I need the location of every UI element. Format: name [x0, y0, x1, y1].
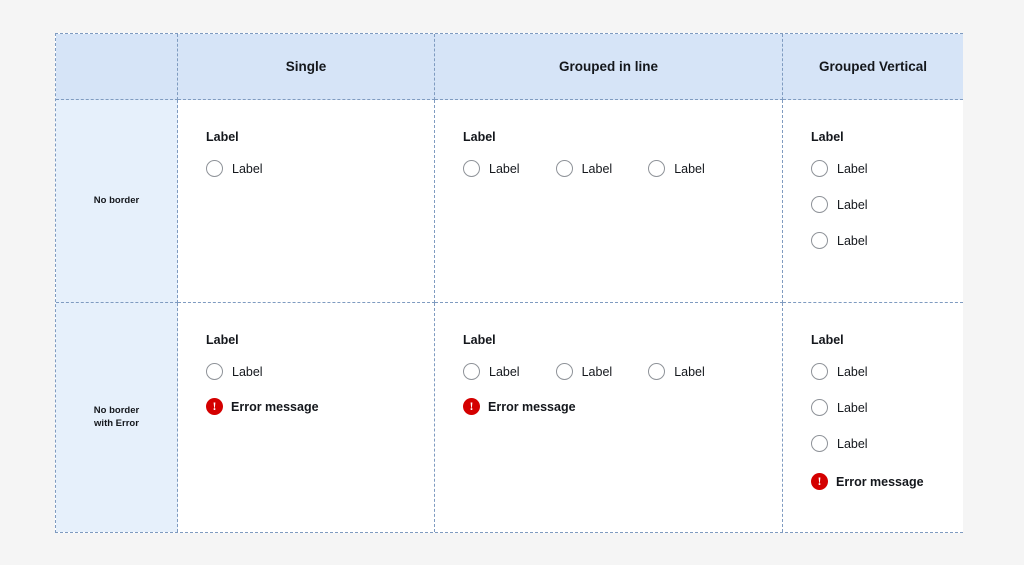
- radio-option-label: Label: [837, 233, 868, 248]
- row-header-no-border-with-error: [56, 303, 178, 532]
- radio-circle-icon[interactable]: [811, 232, 828, 249]
- grid-corner-cell: [56, 34, 178, 100]
- radio-option[interactable]: [811, 399, 963, 416]
- column-header-single-label: Single: [285, 59, 327, 74]
- cell-error-single: [178, 303, 435, 532]
- row-header-error-label-line2: with Error: [94, 417, 139, 429]
- radio-option[interactable]: [811, 363, 963, 380]
- cell-no-border-grouped-vertical: [783, 100, 963, 303]
- radio-circle-icon[interactable]: [206, 160, 223, 177]
- radio-option[interactable]: [463, 160, 520, 177]
- radio-circle-icon[interactable]: [206, 363, 223, 380]
- field-label: Label: [811, 333, 844, 347]
- field-label: Label: [206, 130, 239, 144]
- radio-option-label: Label: [674, 161, 705, 176]
- radio-option[interactable]: [463, 363, 520, 380]
- radio-option-label: Label: [837, 364, 868, 379]
- column-header-grouped-in-line: [435, 34, 783, 100]
- column-header-grouped-in-line-label: Grouped in line: [558, 59, 658, 74]
- radio-group-single: [206, 363, 434, 380]
- field-label: Label: [463, 130, 496, 144]
- error-icon: !: [206, 398, 223, 415]
- radio-circle-icon[interactable]: [811, 363, 828, 380]
- radio-group-vertical: [811, 363, 963, 452]
- radio-circle-icon[interactable]: [463, 363, 480, 380]
- row-header-error-label-line1: No border: [93, 404, 140, 416]
- field-label: Label: [463, 333, 496, 347]
- radio-circle-icon[interactable]: [811, 435, 828, 452]
- radio-option[interactable]: [811, 435, 963, 452]
- radio-option-label: Label: [837, 197, 868, 212]
- radio-option[interactable]: [648, 363, 705, 380]
- radio-option-label: Label: [581, 364, 613, 379]
- radio-option-label: Label: [837, 436, 868, 451]
- radio-circle-icon[interactable]: [648, 363, 665, 380]
- radio-option[interactable]: [556, 363, 613, 380]
- radio-option-label: Label: [837, 400, 868, 415]
- column-header-grouped-vertical: [783, 34, 963, 100]
- radio-option[interactable]: [556, 160, 613, 177]
- radio-option-label: Label: [581, 161, 613, 176]
- radio-group-inline: [463, 160, 782, 177]
- cell-no-border-grouped-in-line: [435, 100, 783, 303]
- radio-option[interactable]: [206, 160, 263, 177]
- radio-circle-icon[interactable]: [811, 399, 828, 416]
- radio-option[interactable]: [811, 232, 963, 249]
- error-message-text: Error message: [231, 399, 319, 414]
- radio-circle-icon[interactable]: [648, 160, 665, 177]
- radio-circle-icon[interactable]: [463, 160, 480, 177]
- radio-option-label: Label: [489, 161, 520, 176]
- error-icon: !: [811, 473, 828, 490]
- radio-button-spec-sheet: [55, 33, 963, 533]
- row-header-no-border: [56, 100, 178, 303]
- radio-option[interactable]: [811, 196, 963, 213]
- radio-group-vertical: [811, 160, 963, 249]
- row-header-no-border-label: No border: [93, 194, 140, 206]
- error-message: [463, 398, 782, 415]
- error-icon: !: [463, 398, 480, 415]
- radio-option-label: Label: [489, 364, 520, 379]
- cell-error-grouped-in-line: [435, 303, 783, 532]
- error-message-text: Error message: [836, 474, 924, 489]
- radio-circle-icon[interactable]: [556, 363, 573, 380]
- radio-group-inline: [463, 363, 782, 380]
- radio-circle-icon[interactable]: [811, 196, 828, 213]
- error-message: [206, 398, 434, 415]
- radio-circle-icon[interactable]: [556, 160, 573, 177]
- radio-group-single: [206, 160, 434, 177]
- radio-option-label: Label: [232, 364, 263, 379]
- column-header-single: [178, 34, 435, 100]
- radio-option[interactable]: [648, 160, 705, 177]
- radio-option-label: Label: [674, 364, 705, 379]
- spec-grid: [56, 34, 962, 532]
- radio-option[interactable]: [206, 363, 263, 380]
- cell-error-grouped-vertical: [783, 303, 963, 532]
- radio-option-label: Label: [232, 161, 263, 176]
- field-label: Label: [811, 130, 844, 144]
- field-label: Label: [206, 333, 239, 347]
- radio-circle-icon[interactable]: [811, 160, 828, 177]
- radio-option-label: Label: [837, 161, 868, 176]
- radio-option[interactable]: [811, 160, 963, 177]
- error-message-text: Error message: [488, 399, 576, 414]
- error-message: [811, 473, 963, 490]
- cell-no-border-single: [178, 100, 435, 303]
- column-header-grouped-vertical-label: Grouped Vertical: [818, 59, 928, 74]
